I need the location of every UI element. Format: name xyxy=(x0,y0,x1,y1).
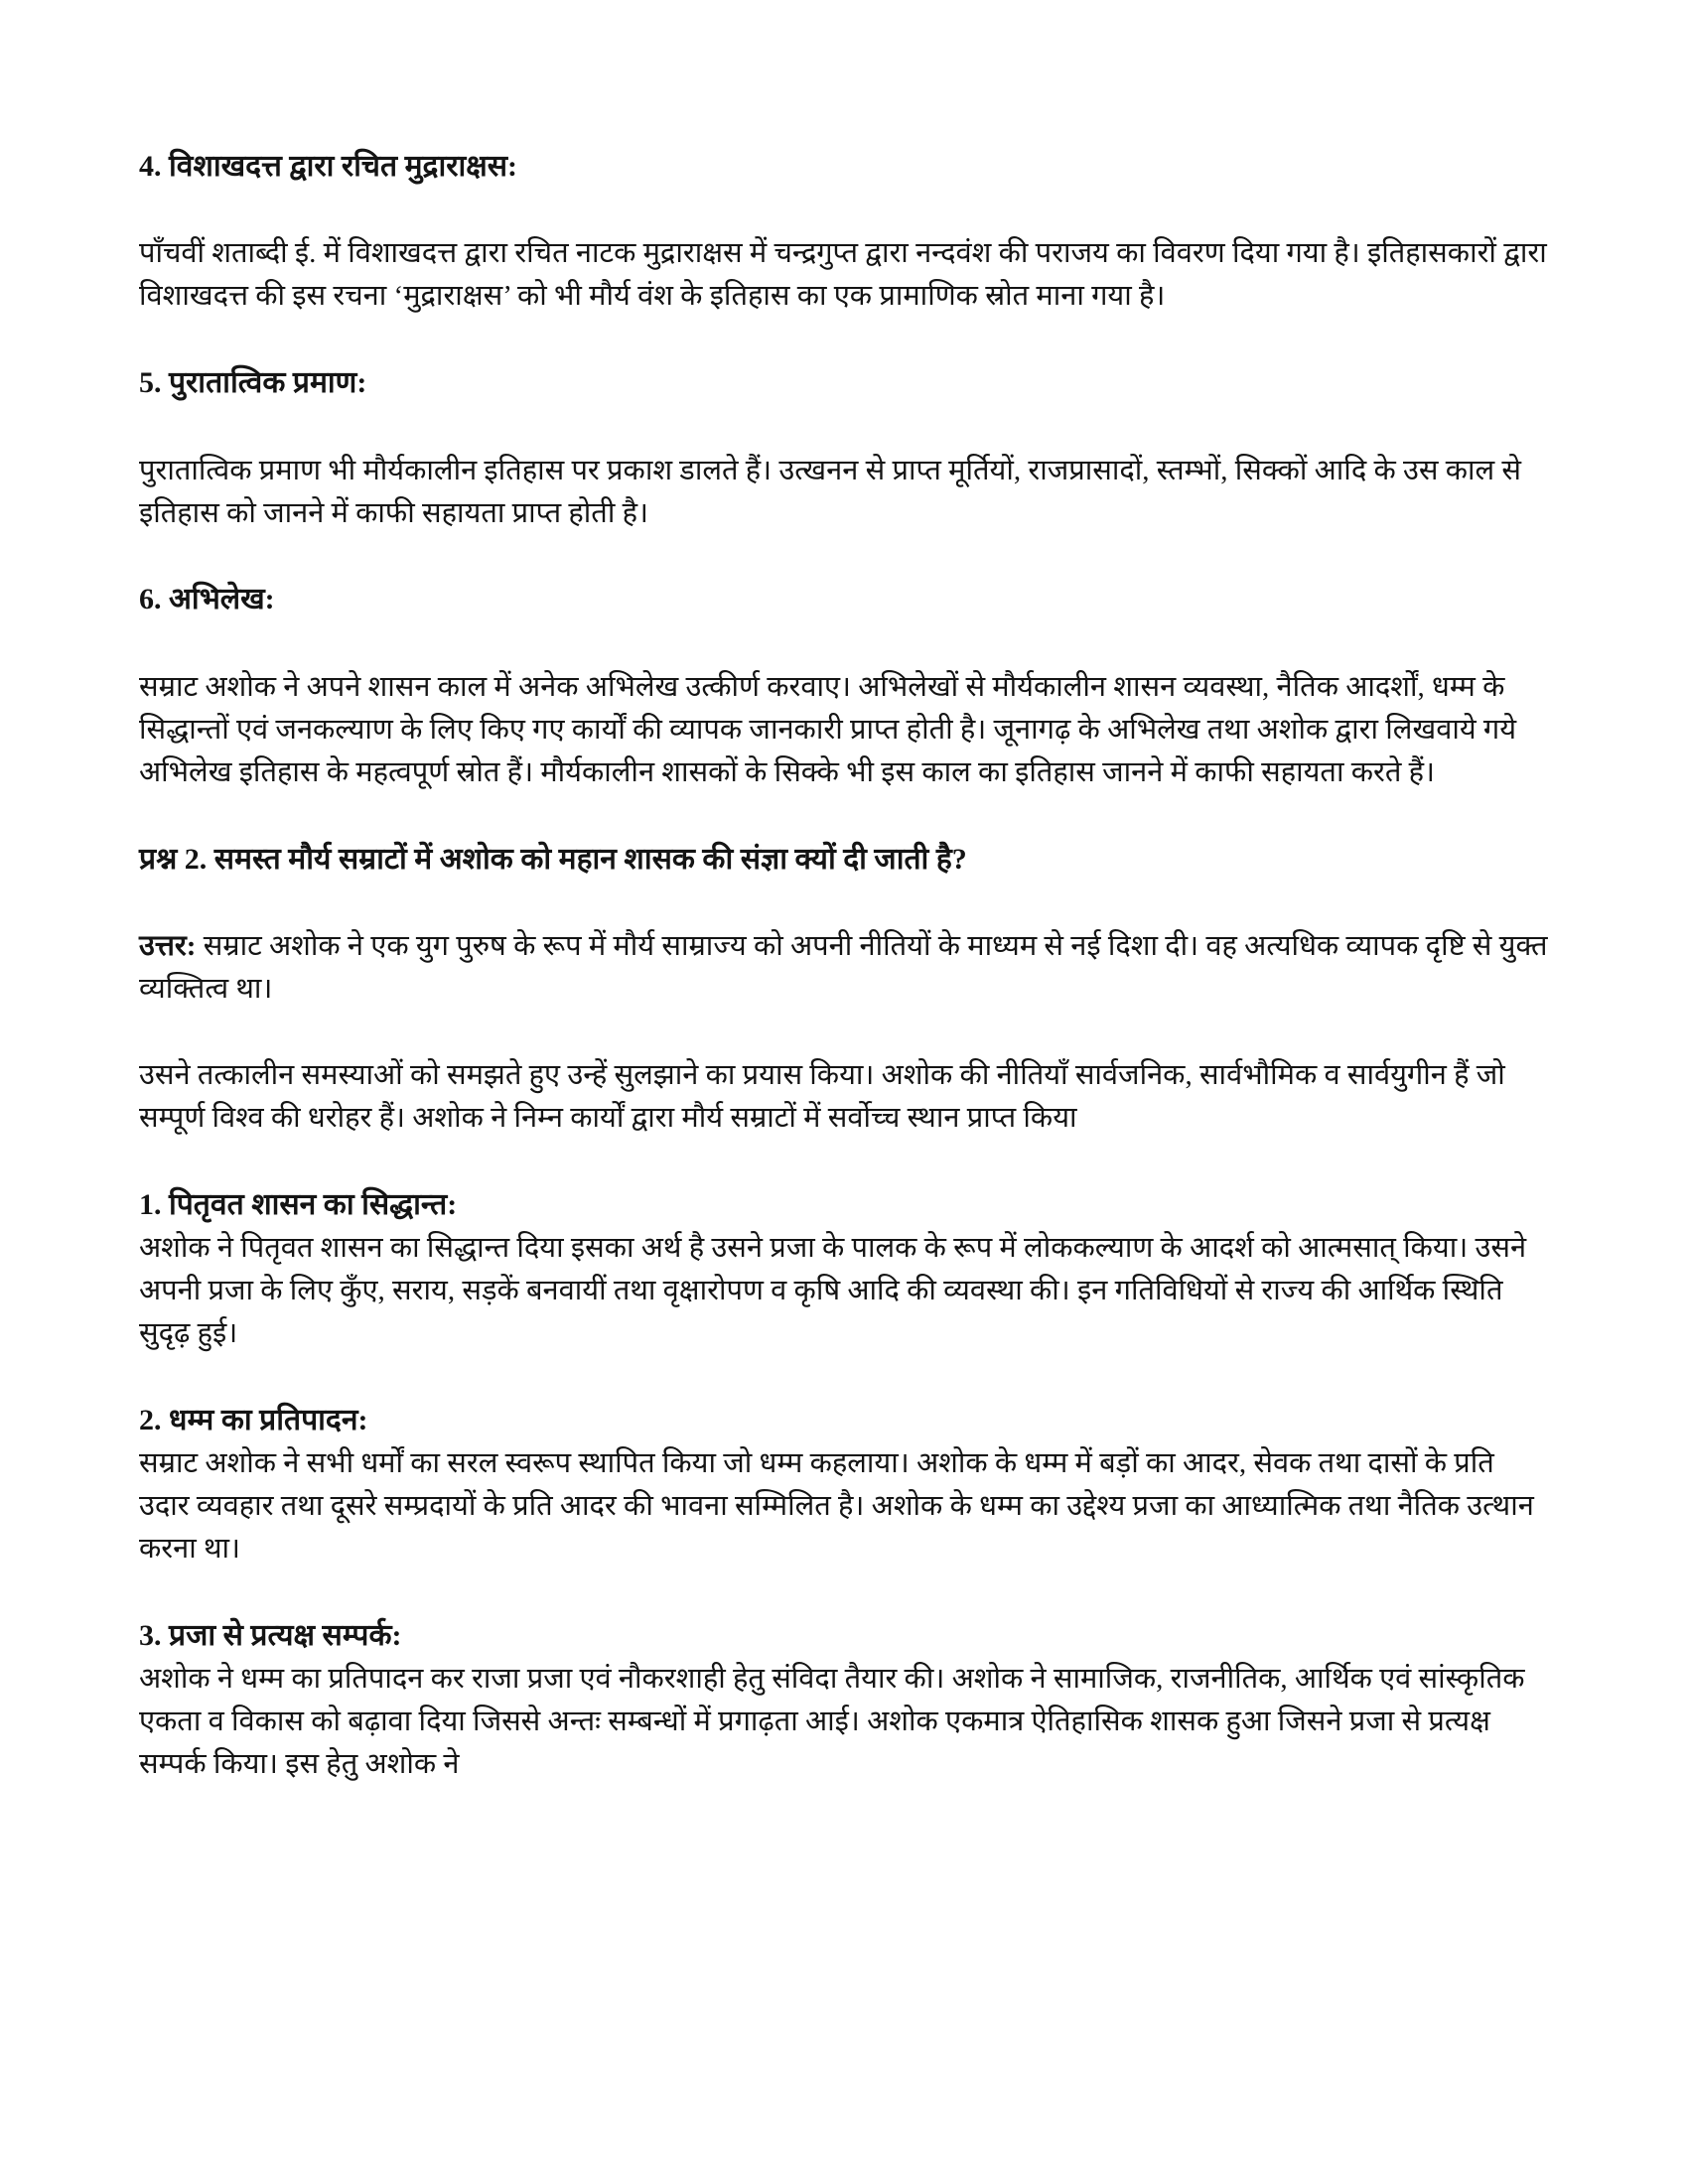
section-puratatvik-praman xyxy=(139,361,1549,534)
answer-point-heading-dhamma-pratipadan: 2. धम्म का प्रतिपादन: xyxy=(139,1403,368,1436)
section-heading-abhilekh: 6. अभिलेख: xyxy=(139,583,275,616)
question-2-block xyxy=(139,838,1549,1140)
answer-point-body-pitravat-shasan: अशोक ने पितृवत शासन का सिद्धान्त दिया इसका अर्थ है उसने प्रजा के पालक के रूप में लोककल्याण के आदर्श को आत्मसात् किया। उसने अपनी प्रजा के लिए कुँए, सराय, सड़कें बनवायीं तथा वृक्षारोपण व कृषि आदि की व्यवस्था की। इन गतिविधियों से राज्य की आर्थिक स्थिति सुदृढ़ हुई। xyxy=(139,1231,1527,1349)
question-2-heading: प्रश्न 2. समस्त मौर्य सम्राटों में अशोक को महान शासक की संज्ञा क्यों दी जाती है? xyxy=(139,842,967,876)
section-paragraph-puratatvik-praman: पुरातात्विक प्रमाण भी मौर्यकालीन इतिहास पर प्रकाश डालते हैं। उत्खनन से प्राप्त मूर्तियों, राजप्रासादों, स्तम्भों, सिक्कों आदि के उस काल से इतिहास को जानने में काफी सहायता प्राप्त होती है। xyxy=(139,454,1522,529)
section-heading-mudrarakshas: 4. विशाखदत्त द्वारा रचित मुद्राराक्षस: xyxy=(139,150,518,183)
answer-point-body-pratyaksh-sampark: अशोक ने धम्म का प्रतिपादन कर राजा प्रजा एवं नौकरशाही हेतु संविदा तैयार की। अशोक ने सामाजिक, राजनीतिक, आर्थिक एवं सांस्कृतिक एकता व विकास को बढ़ावा दिया जिससे अन्तः सम्बन्धों में प्रगाढ़ता आई। अशोक एकमात्र ऐतिहासिक शासक हुआ जिसने प्रजा से प्रत्यक्ष सम्पर्क किया। इस हेतु अशोक ने xyxy=(139,1663,1525,1780)
question-2-follow-up: उसने तत्कालीन समस्याओं को समझते हुए उन्हें सुलझाने का प्रयास किया। अशोक की नीतियाँ सार्वजनिक, सार्वभौमिक व सार्वयुगीन हैं जो सम्पूर्ण विश्व की धरोहर हैं। अशोक ने निम्न कार्यों द्वारा मौर्य सम्राटों में सर्वोच्च स्थान प्राप्त किया xyxy=(139,1058,1505,1134)
answer-label: उत्तर: xyxy=(139,929,197,962)
answer-point-body-dhamma-pratipadan: सम्राट अशोक ने सभी धर्मों का सरल स्वरूप स्थापित किया जो धम्म कहलाया। अशोक के धम्म में बड़ों का आदर, सेवक तथा दासों के प्रति उदार व्यवहार तथा दूसरे सम्प्रदायों के प्रति आदर की भावना सम्मिलित है। अशोक के धम्म का उद्देश्य प्रजा का आध्यात्मिक तथा नैतिक उत्थान करना था। xyxy=(139,1447,1534,1565)
question-2-answer xyxy=(139,925,1549,1011)
answer-point-heading-pitravat-shasan: 1. पितृवत शासन का सिद्धान्त: xyxy=(139,1187,458,1221)
section-mudrarakshas xyxy=(139,145,1549,318)
section-heading-puratatvik-praman: 5. पुरातात्विक प्रमाण: xyxy=(139,366,367,400)
answer-point-pitravat-shasan xyxy=(139,1183,1549,1355)
section-paragraph-abhilekh: सम्राट अशोक ने अपने शासन काल में अनेक अभिलेख उत्कीर्ण करवाए। अभिलेखों से मौर्यकालीन शासन व्यवस्था, नैतिक आदर्शों, धम्म के सिद्धान्तों एवं जनकल्याण के लिए किए गए कार्यों की व्यापक जानकारी प्राप्त होती है। जूनागढ़ के अभिलेख तथा अशोक द्वारा लिखवाये गये अभिलेख इतिहास के महत्वपूर्ण स्रोत हैं। मौर्यकालीन शासकों के सिक्के भी इस काल का इतिहास जानने में काफी सहायता करते हैं। xyxy=(139,670,1517,788)
section-abhilekh xyxy=(139,578,1549,793)
answer-point-dhamma-pratipadan xyxy=(139,1399,1549,1570)
answer-text: सम्राट अशोक ने एक युग पुरुष के रूप में मौर्य साम्राज्य को अपनी नीतियों के माध्यम से नई दिशा दी। वह अत्यधिक व्यापक दृष्टि से युक्त व्यक्तित्व था। xyxy=(139,929,1548,1005)
section-paragraph-mudrarakshas: पाँचवीं शताब्दी ई. में विशाखदत्त द्वारा रचित नाटक मुद्राराक्षस में चन्द्रगुप्त द्वारा नन्दवंश की पराजय का विवरण दिया गया है। इतिहासकारों द्वारा विशाखदत्त की इस रचना ‘मुद्राराक्षस’ को भी मौर्य वंश के इतिहास का एक प्रामाणिक स्रोत माना गया है। xyxy=(139,237,1547,313)
answer-point-pratyaksh-sampark xyxy=(139,1614,1549,1786)
answer-point-heading-pratyaksh-sampark: 3. प्रजा से प्रत्यक्ष सम्पर्क: xyxy=(139,1618,402,1652)
